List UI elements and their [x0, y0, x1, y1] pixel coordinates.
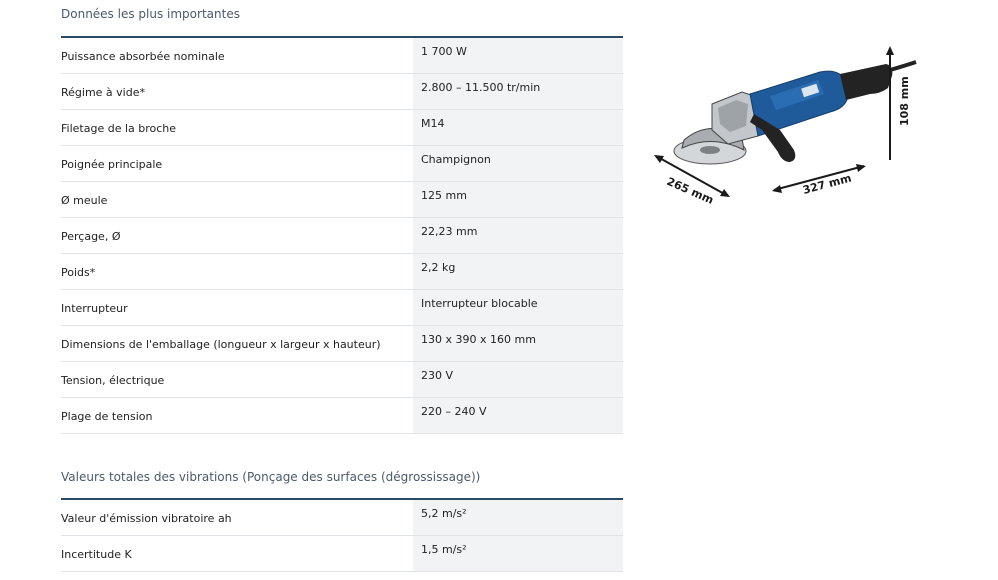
table-row	[61, 500, 623, 536]
table-row	[61, 218, 623, 254]
spec-value: 2.800 – 11.500 tr/min	[413, 74, 623, 109]
spec-label: Plage de tension	[61, 410, 153, 423]
spec-value: 125 mm	[413, 182, 623, 217]
table-row	[61, 536, 623, 572]
spec-value: Champignon	[413, 146, 623, 181]
spec-value: 1,5 m/s²	[413, 536, 623, 571]
spec-value: 1 700 W	[413, 38, 623, 73]
table-row	[61, 290, 623, 326]
table-row	[61, 362, 623, 398]
spec-label: Dimensions de l'emballage (longueur x largeur x hauteur)	[61, 338, 381, 351]
section-title-vibration: Valeurs totales des vibrations (Ponçage des surfaces (dégrossissage))	[61, 470, 481, 484]
spec-label: Ø meule	[61, 194, 108, 207]
table-row	[61, 74, 623, 110]
table-row	[61, 38, 623, 74]
section-title-main: Données les plus importantes	[61, 7, 240, 21]
spec-table-main	[61, 36, 623, 434]
table-row	[61, 146, 623, 182]
spec-label: Régime à vide*	[61, 86, 145, 99]
table-row	[61, 254, 623, 290]
dimension-depth: 265 mm	[664, 174, 716, 207]
spec-value: 230 V	[413, 362, 623, 397]
spec-label: Puissance absorbée nominale	[61, 50, 225, 63]
spec-label: Valeur d'émission vibratoire ah	[61, 512, 232, 525]
spec-label: Tension, électrique	[61, 374, 165, 387]
spec-label: Interrupteur	[61, 302, 128, 315]
spec-label: Incertitude K	[61, 548, 132, 561]
spec-value: M14	[413, 110, 623, 145]
dimension-length: 327 mm	[801, 171, 853, 197]
spec-value: 130 x 390 x 160 mm	[413, 326, 623, 361]
spec-value: 22,23 mm	[413, 218, 623, 253]
table-row	[61, 110, 623, 146]
table-row	[61, 326, 623, 362]
spec-table-vibration	[61, 498, 623, 572]
spec-label: Perçage, Ø	[61, 230, 121, 243]
spec-value: Interrupteur blocable	[413, 290, 623, 325]
spec-label: Filetage de la broche	[61, 122, 177, 135]
dimension-height: 108 mm	[898, 76, 911, 126]
table-row	[61, 182, 623, 218]
spec-value: 2,2 kg	[413, 254, 623, 289]
table-row	[61, 398, 623, 434]
spec-value: 5,2 m/s²	[413, 500, 623, 535]
spec-value: 220 – 240 V	[413, 398, 623, 433]
spec-label: Poignée principale	[61, 158, 163, 171]
spec-label: Poids*	[61, 266, 96, 279]
angle-grinder-illustration	[650, 38, 920, 213]
product-image	[650, 38, 920, 213]
